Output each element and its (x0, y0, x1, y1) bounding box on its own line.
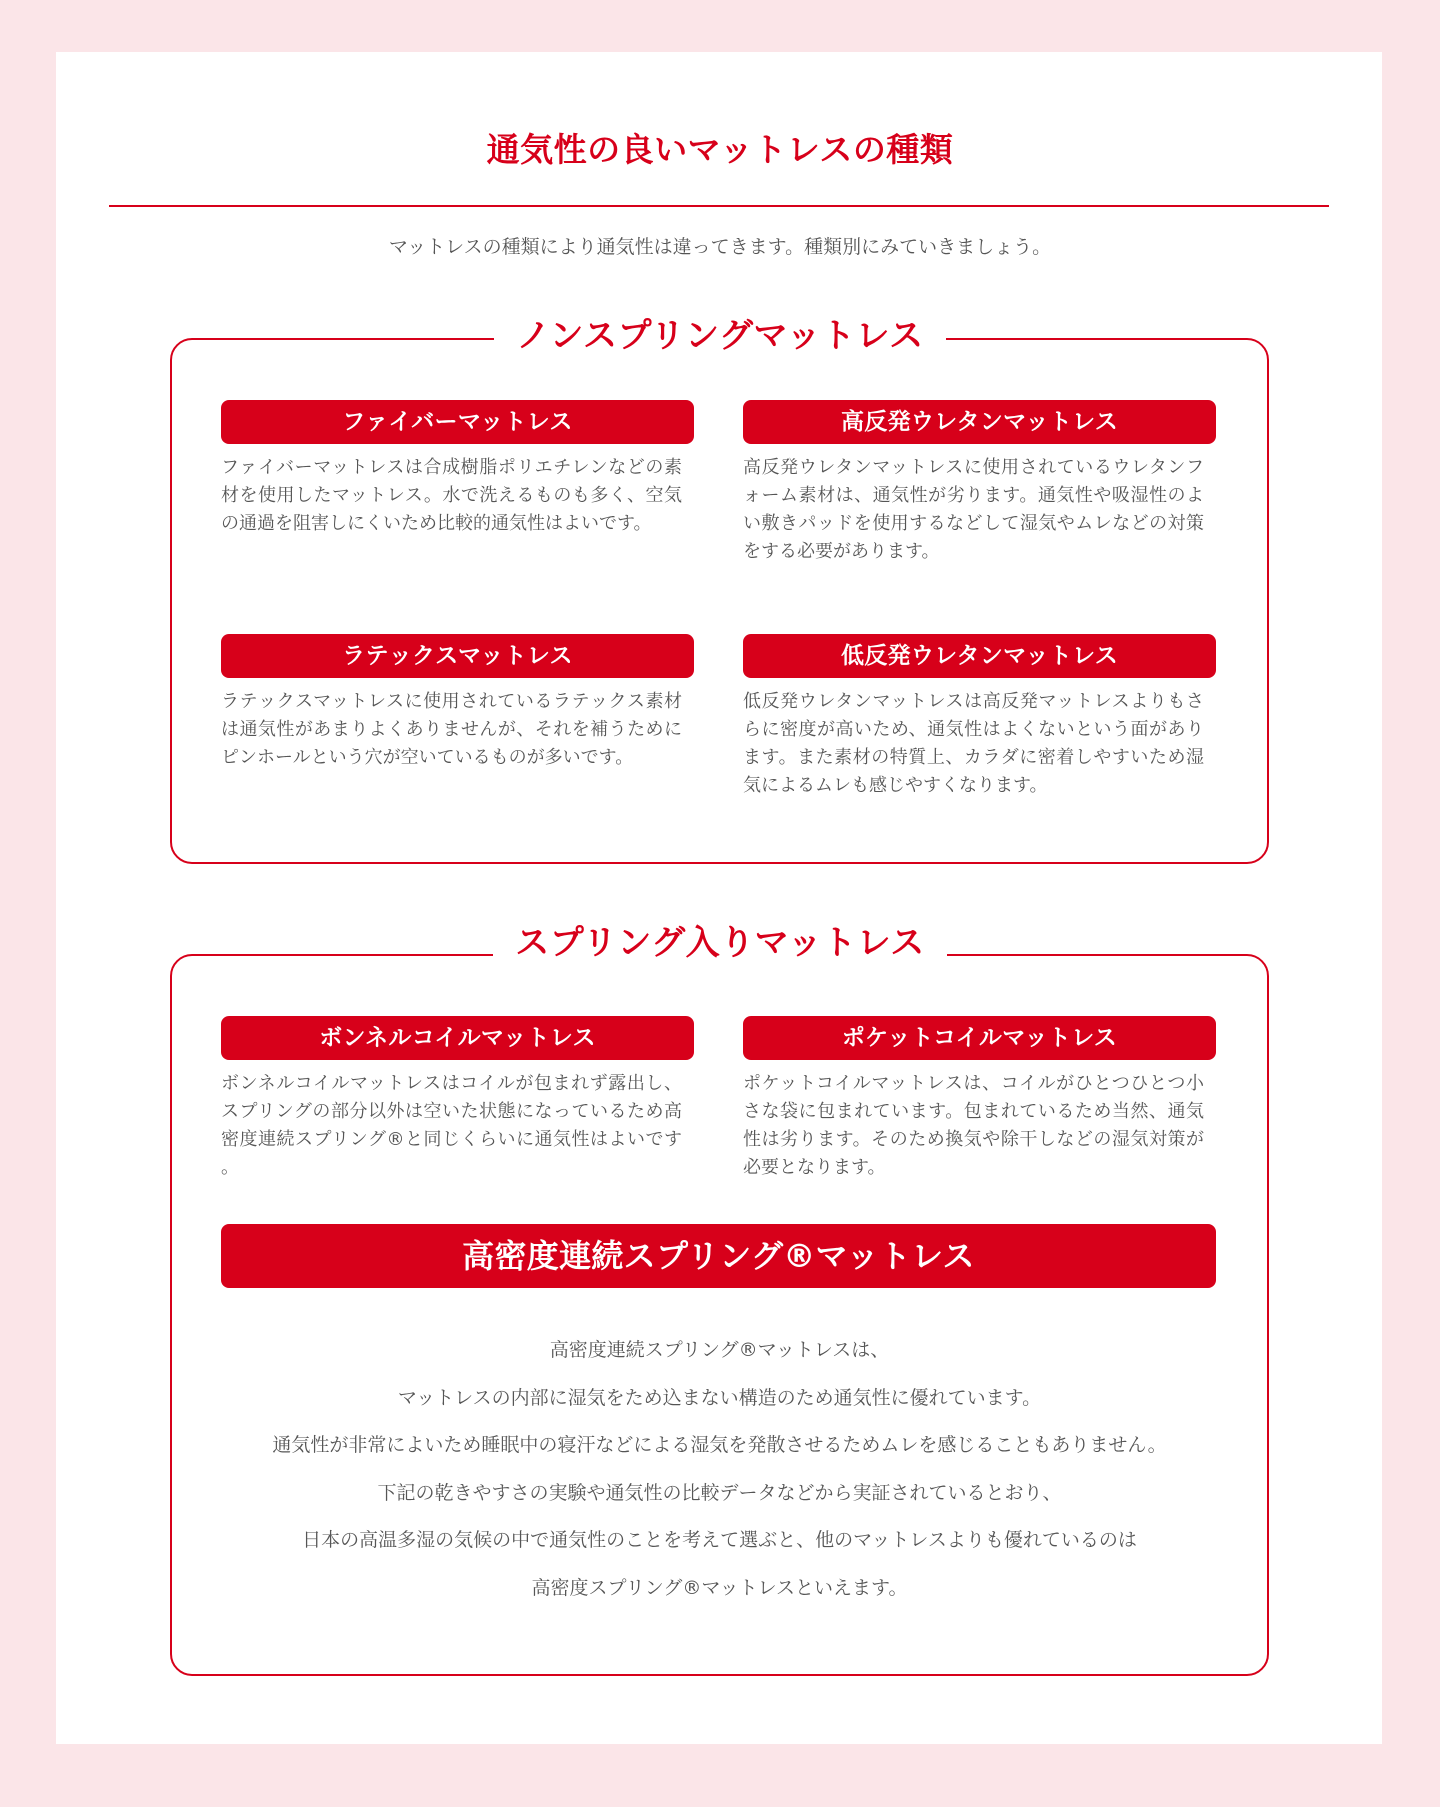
fiber-mattress-description: ファイバーマットレスは合成樹脂ポリエチレンなどの素材を使用したマットレス。水で洗えるものも多く、空気の通過を阻害しにくいため比較的通気性はよいです。 (221, 457, 682, 534)
feature-line: 高密度連続スプリング®マットレスは、 (549, 1339, 890, 1361)
feature-line: 下記の乾きやすさの実験や通気性の比較データなどから実証されているとおり、 (377, 1481, 1062, 1504)
latex-mattress-description: ラテックスマットレスに使用されているラテックス素材は通気性があまりよくありませんが、それを補うためにピンホールという穴が空いているものが多いです。 (221, 691, 682, 768)
nonspring-section-title-text: ノンスプリングマットレス (494, 313, 945, 359)
pocket-coil-description: ポケットコイルマットレスは、コイルがひとつひとつ小さな袋に包まれています。包まれているため当然、通気性は劣ります。そのため換気や除干しなどの湿気対策が必要となります。 (743, 1073, 1204, 1178)
latex-mattress-item (221, 634, 694, 772)
feature-line: 通気性が非常によいため睡眠中の寝汗などによる湿気を発散させるためムレを感じることもありません。 (272, 1434, 1167, 1456)
high-resilience-urethane-label: 高反発ウレタンマットレス (743, 400, 1216, 444)
bonnell-coil-description: ボンネルコイルマットレスはコイルが包まれず露出し、スプリングの部分以外は空いた状態になっているため高密度連続スプリング®と同じくらいに通気性はよいです。 (221, 1073, 682, 1178)
feature-line: 高密度スプリング®マットレスといえます。 (531, 1576, 908, 1599)
pocket-coil-item (743, 1016, 1216, 1182)
pocket-coil-label: ポケットコイルマットレス (743, 1016, 1216, 1060)
fiber-mattress-label: ファイバーマットレス (221, 400, 694, 444)
feature-line: 日本の高温多湿の気候の中で通気性のことを考えて選ぶと、他のマットレスよりも優れているのは (302, 1529, 1137, 1551)
high-resilience-urethane-description: 高反発ウレタンマットレスに使用されているウレタンフォーム素材は、通気性が劣ります。通気性や吸湿性のよい敷きパッドを使用するなどして湿気やムレなどの対策をする必要があります。 (743, 457, 1204, 562)
latex-mattress-label: ラテックスマットレス (221, 634, 694, 678)
low-resilience-urethane-item (743, 634, 1216, 800)
fiber-mattress-item (221, 400, 694, 538)
continuous-spring-label: 高密度連続スプリング®マットレス (221, 1224, 1216, 1288)
high-resilience-urethane-item (743, 400, 1216, 566)
bonnell-coil-item (221, 1016, 694, 1182)
page-title: 通気性の良いマットレスの種類 (486, 130, 954, 169)
title-divider (109, 205, 1329, 207)
bonnell-coil-label: ボンネルコイルマットレス (221, 1016, 694, 1060)
feature-line: マットレスの内部に湿気をため込まない構造のため通気性に優れています。 (397, 1386, 1042, 1409)
low-resilience-urethane-label: 低反発ウレタンマットレス (743, 634, 1216, 678)
low-resilience-urethane-description: 低反発ウレタンマットレスは高反発マットレスよりもさらに密度が高いため、通気性はよくないという面があります。また素材の特質上、カラダに密着しやすいため湿気によるムレも感じやすくなります。 (743, 691, 1204, 796)
spring-section-title-text: スプリング入りマットレス (493, 920, 947, 966)
continuous-spring-description (170, 1327, 1269, 1612)
intro-text: マットレスの種類により通気性は違ってきます。種類別にみていきましょう。 (388, 236, 1052, 258)
